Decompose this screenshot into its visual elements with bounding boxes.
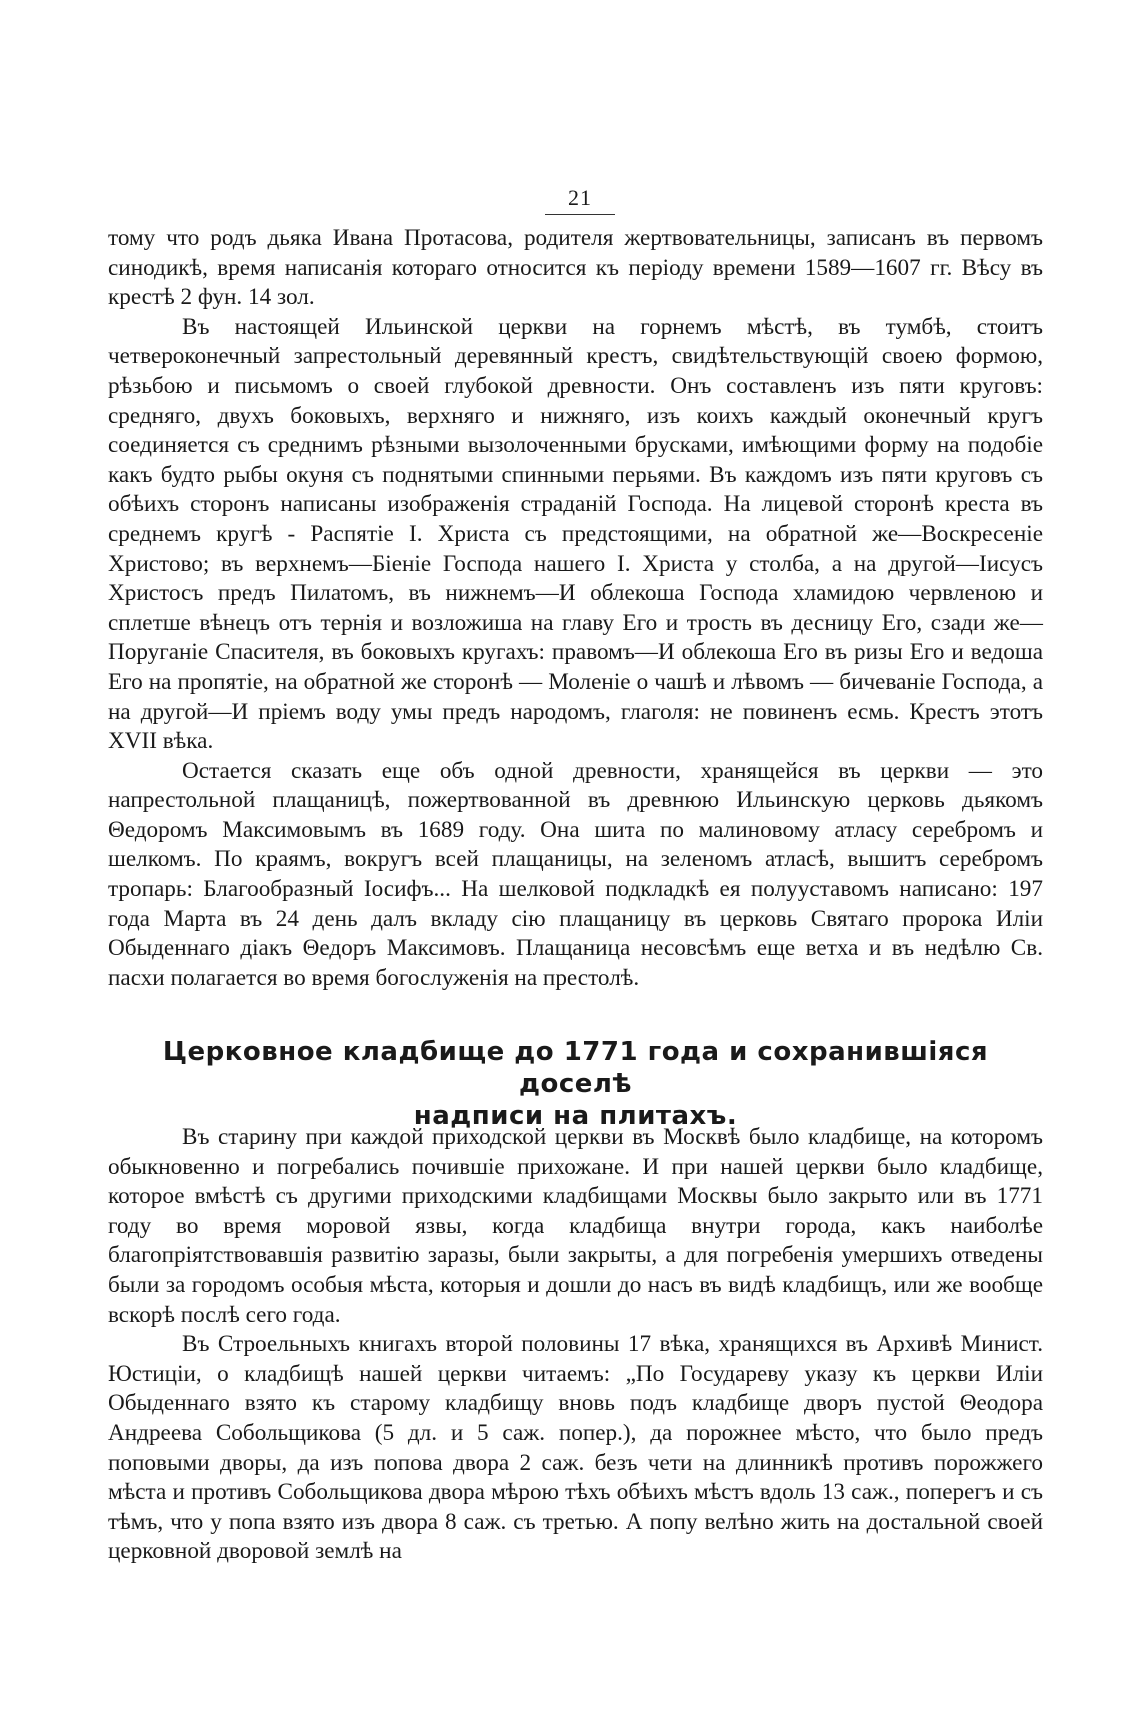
page-number-block [530, 186, 630, 215]
section-2-text [108, 1123, 1043, 1567]
paragraph-shroud-description: Остается сказать еще объ одной древности, хранящейся въ церкви — это напрестольной плащаницѣ, пожертвованной въ древнюю Ильинскую церковь дьякомъ Θедоромъ Максимовымъ въ 1689 году. Она шита по малиновому атласу серебромъ и шелкомъ. По краямъ, вокругъ всей плащаницы, на зеленомъ атласѣ, вышитъ серебромъ тропарь: Благообразный Іосифъ... На шелковой подкладкѣ ея полууставомъ написано: 197 года Марта въ 24 день далъ вкладу сію плащаницу въ церковь Святаго пророка Иліи Обыденнаго діакъ Θедоръ Максимовъ. Плащаница несовсѣмъ еще ветха и въ недѣлю Св. пасхи полагается во время богослуженія на престолѣ. [108, 757, 1043, 991]
page-number-rule [545, 214, 615, 215]
paragraph-continuation: тому что родъ дьяка Ивана Протасова, родителя жертвовательницы, записанъ въ первомъ синодикѣ, время написанія котораго относится къ періоду времени 1589—1607 гг. Вѣсу въ крестѣ 2 фун. 14 зол. [108, 225, 1043, 311]
section-heading-line-2: надписи на плитахъ. [413, 1101, 738, 1131]
paragraph-building-books: Въ Строельныхъ книгахъ второй половины 17 вѣка, хранящихся въ Архивѣ Минист. Юстиціи, о кладбищѣ нашей церкви читаемъ: „По Государеву указу къ церкви Иліи Обыденнаго взято къ старому кладбищу вновь подъ кладбище дворъ пустой Θеодора Андреева Собольщикова (5 дл. и 5 саж. попер.), да порожнее мѣсто, что было предъ поповыми дворы, да изъ попова двора 2 саж. безъ чети на длинникѣ противъ порожжего мѣста и противъ Собольщикова двора мѣрою тѣхъ обѣихъ мѣстъ вдоль 13 саж., поперегъ и съ тѣмъ, что у попа взято изъ двора 8 саж. съ третью. А попу велѣно жить на достальной своей церковной дворовой землѣ на [108, 1331, 1043, 1565]
paragraph-cross-description: Въ настоящей Ильинской церкви на горнемъ мѣстѣ, въ тумбѣ, стоитъ четвероконечный запрестольный деревянный крестъ, свидѣтельствующій своею формою, рѣзьбою и письмомъ о своей глубокой древности. Онъ составленъ изъ пяти круговъ: средняго, двухъ боковыхъ, верхняго и нижняго, изъ коихъ каждый оконечный кругъ соединяется съ среднимъ рѣзными вызолоченными брусками, имѣющими форму на подобіе какъ будто рыбы окуня съ поднятыми спинными перьями. Въ каждомъ изъ пяти круговъ съ обѣихъ сторонъ написаны изображенія страданій Господа. На лицевой сторонѣ креста въ среднемъ кругѣ - Распятіе І. Христа съ предстоящими, на обратной же—Воскресеніе Христово; въ верхнемъ—Біеніе Господа нашего І. Христа у столба, а на другой—Іисусъ Христосъ предъ Пилатомъ, въ нижнемъ—И облекоша Господа хламидою червленою и сплетше вѣнецъ отъ тернія и возложиша на главу Его и трость въ десницу Его, сзади же—Поруганіе Спасителя, въ боковыхъ кругахъ: правомъ—И облекоша Его въ ризы Его и ведоша Его на пропятіе, на обратной же сторонѣ — Моленіе о чашѣ и лѣвомъ — бичеваніе Господа, а на другой—И пріемъ воду умы предъ народомъ, глаголя: не повиненъ есмь. Крестъ этотъ XVII вѣка. [108, 313, 1043, 755]
section-heading [108, 1036, 1043, 1132]
page-number: 21 [568, 185, 592, 210]
section-heading-line-1: Церковное кладбище до 1771 года и сохранившіяся доселѣ [162, 1037, 989, 1099]
paragraph-cemetery-history: Въ старину при каждой приходской церкви въ Москвѣ было кладбище, на которомъ обыкновенно и погребались почившіе прихожане. И при нашей церкви было кладбище, которое вмѣстѣ съ другими приходскими кладбищами Москвы было закрыто или въ 1771 году во время моровой язвы, когда кладбища внутри города, какъ наиболѣе благопріятствовавшія развитію заразы, были закрыты, а для погребенія умершихъ отведены были за городомъ особыя мѣста, которыя и дошли до насъ въ видѣ кладбищъ, или же вообще вскорѣ послѣ сего года. [108, 1124, 1043, 1328]
section-1-text [108, 224, 1043, 993]
